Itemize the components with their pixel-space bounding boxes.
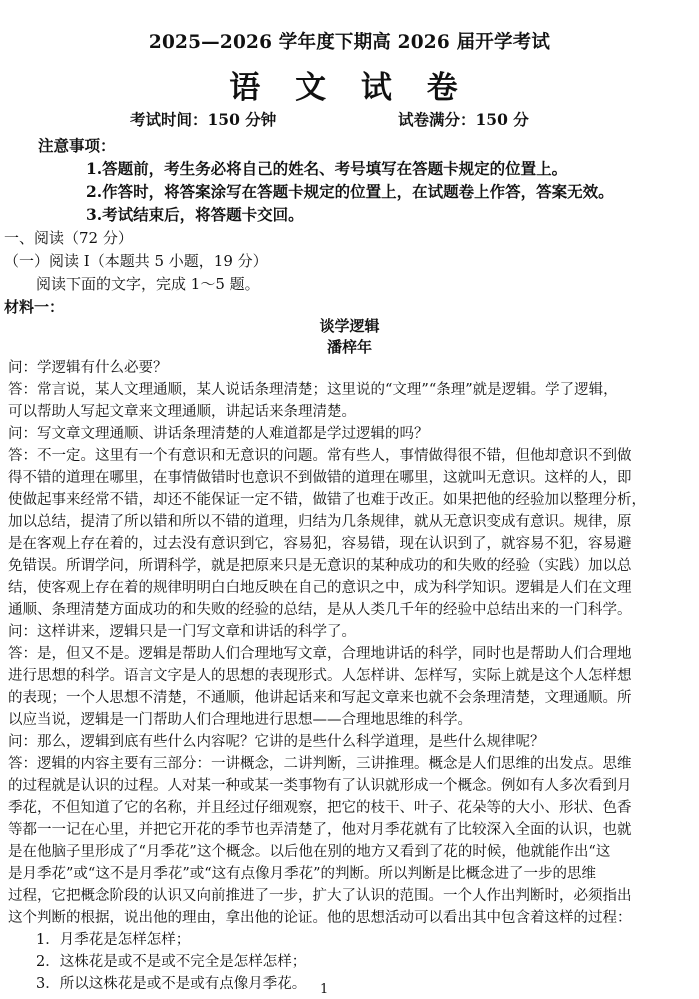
article-author: 潘梓年 xyxy=(326,338,372,356)
article-line: 结，使客观上存在着的规律明明白白地反映在自己的意识之中，成为科学知识。逻辑是人们在文理 xyxy=(8,580,632,596)
exam-time: 考试时间：150 分钟 xyxy=(130,110,277,129)
article-line: 问：那么，逻辑到底有些什么内容呢？它讲的是些什么科学道理，是些什么规律呢？ xyxy=(8,734,545,750)
instruction: 阅读下面的文字，完成 1～5 题。 xyxy=(36,275,260,293)
section-title: 一、阅读（72 分） xyxy=(4,229,133,247)
notes-heading: 注意事项： xyxy=(38,136,116,155)
article-line: 免错误。所谓学问，所谓科学，就是把原来只是无意识的某种成功的和失败的经验（实践）加以总 xyxy=(8,558,632,574)
article-line: 这个判断的根据，说出他的理由，拿出他的论证。他的思想活动可以看出其中包含着这样的过程： xyxy=(8,910,632,926)
note-item: 3.考试结束后，将答题卡交回。 xyxy=(86,205,304,224)
article-line: 是在他脑子里形成了“月季花”这个概念。以后他在别的地方又看到了花的时候，他就能作出“这 xyxy=(8,844,611,860)
article-line: 等都一一记在心里，并把它开花的季节也弄清楚了，他对月季花就有了比较深入全面的认识，也就 xyxy=(8,822,632,838)
subsection-title: （一）阅读 I（本题共 5 小题，19 分） xyxy=(4,252,268,270)
article-line: 季花，不但知道了它的名称，并且经过仔细观察，把它的枝干、叶子、花朵等的大小、形状、色香 xyxy=(8,800,632,816)
exam-title: 2025—2026 学年度下期高 2026 届开学考试 xyxy=(148,32,551,53)
article-line: 问：写文章文理通顺、讲话条理清楚的人难道都是学过逻辑的吗？ xyxy=(8,426,429,442)
article-line: 答：不一定。这里有一个有意识和无意识的问题。常有些人，事情做得很不错，但他却意识不到做 xyxy=(8,448,632,464)
page-number: 1 xyxy=(320,982,329,997)
article-line: 得不错的道理在哪里，在事情做错时也意识不到做错的道理在哪里，这就叫无意识。这样的人，即 xyxy=(8,470,632,486)
article-line: 问：这样讲来，逻辑只是一门写文章和讲话的科学了。 xyxy=(8,624,356,640)
article-line: 可以帮助人写起文章来文理通顺，讲起话来条理清楚。 xyxy=(8,404,356,420)
article-line: 是在客观上存在着的，过去没有意识到它，容易犯，容易错，现在认识到了，就容易不犯，容易避 xyxy=(8,536,632,552)
article-line: 是月季花”或“这不是月季花”或“这有点像月季花”的判断。所以判断是比概念进了一步的思维 xyxy=(8,866,597,882)
article-line: 问：学逻辑有什么必要？ xyxy=(8,360,168,376)
note-item: 1.答题前，考生务必将自己的姓名、考号填写在答题卡规定的位置上。 xyxy=(86,159,568,178)
article-line: 通顺、条理清楚方面成功的和失败的经验的总结，是从人类几千年的经验中总结出来的一门科学。 xyxy=(8,602,632,618)
article-line: 答：常言说，某人文理通顺，某人说话条理清楚；这里说的“文理”“条理”就是逻辑。学了逻辑， xyxy=(8,382,618,398)
article-line: 过程，它把概念阶段的认识又向前推进了一步，扩大了认识的范围。一个人作出判断时，必须指出 xyxy=(8,888,632,904)
article-line: 加以总结，提清了所以错和所以不错的道理，归结为几条规律，就从无意识变成有意识。规律，原 xyxy=(8,514,632,530)
article-line: 答：是，但又不是。逻辑是帮助人们合理地写文章，合理地讲话的科学，同时也是帮助人们合理地 xyxy=(8,646,632,662)
article-line: 的表现；一个人思想不清楚，不通顺，他讲起话来和写起文章来也就不会条理清楚，文理通顺。所 xyxy=(8,690,632,706)
article-line: 进行思想的科学。语言文字是人的思想的表现形式。人怎样讲、怎样写，实际上就是这个人怎样想 xyxy=(8,668,632,684)
article-line: 的过程就是认识的过程。人对某一种或某一类事物有了认识就形成一个概念。例如有人多次看到月 xyxy=(8,778,632,794)
full-score: 试卷满分：150 分 xyxy=(398,110,529,129)
article-line: 以应当说，逻辑是一门帮助人们合理地进行思想——合理地思维的科学。 xyxy=(8,712,472,728)
note-item: 2.作答时，将答案涂写在答题卡规定的位置上，在试题卷上作答，答案无效。 xyxy=(86,182,614,201)
article-line: 使做起事来经常不错，却还不能保证一定不错，做错了也难于改正。如果把他的经验加以整理分析， xyxy=(8,492,646,508)
list-item: 3．所以这株花是或不是或有点像月季花。 xyxy=(36,976,307,992)
list-item: 2．这株花是或不是或不完全是怎样怎样； xyxy=(36,954,307,970)
material-label: 材料一： xyxy=(4,298,65,316)
article-line: 答：逻辑的内容主要有三部分：一讲概念，二讲判断，三讲推理。概念是人们思维的出发点。思维 xyxy=(8,756,632,772)
subject-title: 语 文 试 卷 xyxy=(229,70,470,106)
article-title: 谈学逻辑 xyxy=(319,317,380,335)
list-item: 1．月季花是怎样怎样； xyxy=(36,932,191,948)
